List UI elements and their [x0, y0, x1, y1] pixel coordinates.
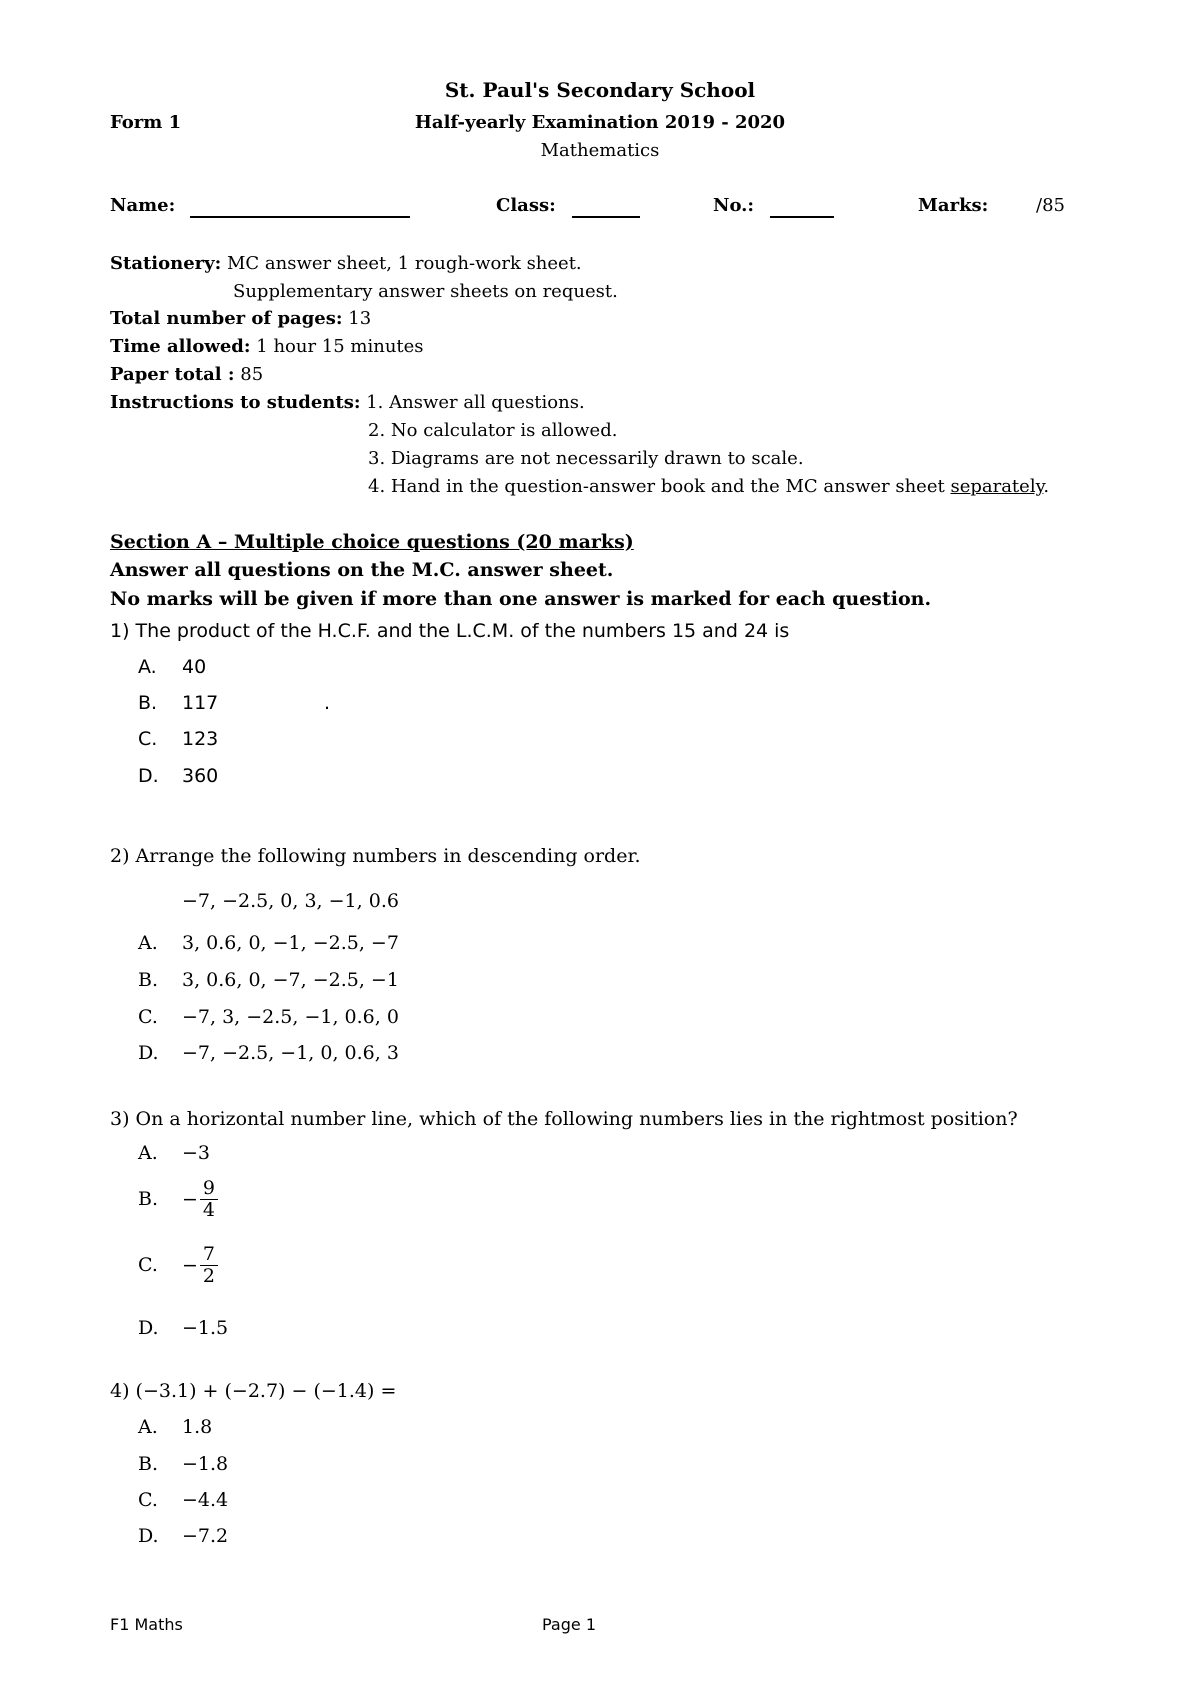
q3-option-a	[138, 1142, 210, 1164]
q4-option-b	[138, 1453, 228, 1475]
question-4: 4) (−3.1) + (−2.7) − (−1.4) =	[110, 1380, 397, 1402]
option-letter: A.	[138, 1416, 158, 1438]
no-blank[interactable]	[770, 200, 834, 218]
instruction-3: 3. Diagrams are not necessarily drawn to scale.	[368, 448, 804, 469]
q3-option-c	[138, 1244, 218, 1287]
stationery-line	[110, 253, 582, 274]
option-value: 360	[182, 765, 219, 787]
no-field-label: No.:	[713, 195, 755, 216]
q1-option-a	[138, 656, 206, 678]
option-letter: C.	[138, 1254, 158, 1277]
option-value: −7.2	[182, 1525, 229, 1547]
stationery-label: Stationery:	[110, 253, 222, 274]
fraction-denominator: 4	[202, 1198, 216, 1221]
option-value: −7, 3, −2.5, −1, 0.6, 0	[182, 1006, 399, 1028]
option-letter: C.	[138, 728, 158, 750]
instruction-4	[368, 476, 1049, 497]
time-label: Time allowed:	[110, 336, 251, 357]
option-value: −7, −2.5, −1, 0, 0.6, 3	[182, 1042, 399, 1064]
instruction-4-text: 4. Hand in the question-answer book and the MC answer sheet	[368, 476, 951, 497]
q3-option-d	[138, 1317, 228, 1339]
pages-value: 13	[348, 308, 372, 329]
time-value: 1 hour 15 minutes	[256, 336, 424, 357]
q2-number-list: −7, −2.5, 0, 3, −1, 0.6	[182, 890, 399, 912]
time-line	[110, 336, 424, 357]
footer-left: F1 Maths	[110, 1615, 183, 1634]
fraction-sign: −	[182, 1254, 198, 1277]
pages-label: Total number of pages:	[110, 308, 343, 329]
fraction	[200, 1178, 218, 1221]
q4-option-c	[138, 1489, 228, 1511]
option-value: −1.8	[182, 1453, 229, 1475]
fraction-sign: −	[182, 1188, 198, 1211]
marks-total: /85	[1036, 195, 1065, 216]
option-value: −3	[182, 1142, 211, 1164]
option-letter: B.	[138, 969, 159, 991]
option-letter: A.	[138, 1142, 158, 1164]
fraction-numerator: 9	[200, 1178, 218, 1200]
q2-option-b	[138, 969, 399, 991]
q1-option-c	[138, 728, 218, 750]
name-blank[interactable]	[190, 200, 410, 218]
class-blank[interactable]	[572, 200, 640, 218]
q2-option-d	[138, 1042, 399, 1064]
option-value: 123	[182, 728, 219, 750]
instruction-2: 2. No calculator is allowed.	[368, 420, 618, 441]
option-letter: D.	[138, 1042, 159, 1064]
option-letter: A.	[138, 656, 157, 678]
q4-option-a	[138, 1416, 212, 1438]
option-letter: D.	[138, 1525, 159, 1547]
marks-field-label: Marks:	[918, 195, 989, 216]
option-value: 3, 0.6, 0, −7, −2.5, −1	[182, 969, 399, 991]
stationery-value: MC answer sheet, 1 rough-work sheet.	[227, 253, 582, 274]
q2-option-c	[138, 1006, 399, 1028]
option-value: −4.4	[182, 1489, 229, 1511]
question-2: 2) Arrange the following numbers in descending order.	[110, 845, 641, 867]
q1-stray-dot: .	[324, 692, 331, 714]
instructions-label: Instructions to students:	[110, 392, 361, 413]
option-value: 40	[182, 656, 207, 678]
q3-option-b	[138, 1178, 218, 1221]
stationery-value-2: Supplementary answer sheets on request.	[233, 281, 618, 302]
question-1: 1) The product of the H.C.F. and the L.C.M. of the numbers 15 and 24 is	[110, 620, 790, 642]
fraction-denominator: 2	[202, 1264, 216, 1287]
fraction	[200, 1244, 218, 1287]
q1-option-b	[138, 692, 218, 714]
page-number: Page 1	[542, 1615, 596, 1634]
school-name: St. Paul's Secondary School	[444, 78, 756, 102]
question-3: 3) On a horizontal number line, which of the following numbers lies in the rightmost position?	[110, 1108, 1018, 1130]
option-value: 117	[182, 692, 219, 714]
q4-option-d	[138, 1525, 228, 1547]
option-letter: B.	[138, 692, 158, 714]
exam-title: Half-yearly Examination 2019 - 2020	[414, 112, 786, 133]
option-letter: C.	[138, 1489, 158, 1511]
option-value: 3, 0.6, 0, −1, −2.5, −7	[182, 932, 399, 954]
q1-option-d	[138, 765, 218, 787]
form-label: Form 1	[110, 112, 182, 133]
subject-title: Mathematics	[540, 140, 660, 161]
instruction-4-underlined: separately	[950, 476, 1044, 497]
class-field-label: Class:	[496, 195, 556, 216]
option-letter: B.	[138, 1188, 159, 1211]
total-label: Paper total :	[110, 364, 235, 385]
instructions-line	[110, 392, 585, 413]
instruction-1: 1. Answer all questions.	[366, 392, 585, 413]
option-letter: B.	[138, 1453, 159, 1475]
section-line-2: No marks will be given if more than one answer is marked for each question.	[110, 588, 932, 610]
section-title: Section A – Multiple choice questions (20 marks)	[110, 531, 634, 553]
option-letter: D.	[138, 765, 159, 787]
section-line-1: Answer all questions on the M.C. answer sheet.	[110, 559, 614, 581]
name-field-label: Name:	[110, 195, 176, 216]
option-value: −1.5	[182, 1317, 229, 1339]
option-letter: C.	[138, 1006, 158, 1028]
instruction-4-end: .	[1043, 476, 1050, 497]
option-letter: A.	[138, 932, 158, 954]
option-value: 1.8	[182, 1416, 213, 1438]
pages-line	[110, 308, 371, 329]
total-line	[110, 364, 263, 385]
fraction-numerator: 7	[200, 1244, 218, 1266]
q2-option-a	[138, 932, 399, 954]
option-letter: D.	[138, 1317, 159, 1339]
total-value: 85	[240, 364, 264, 385]
